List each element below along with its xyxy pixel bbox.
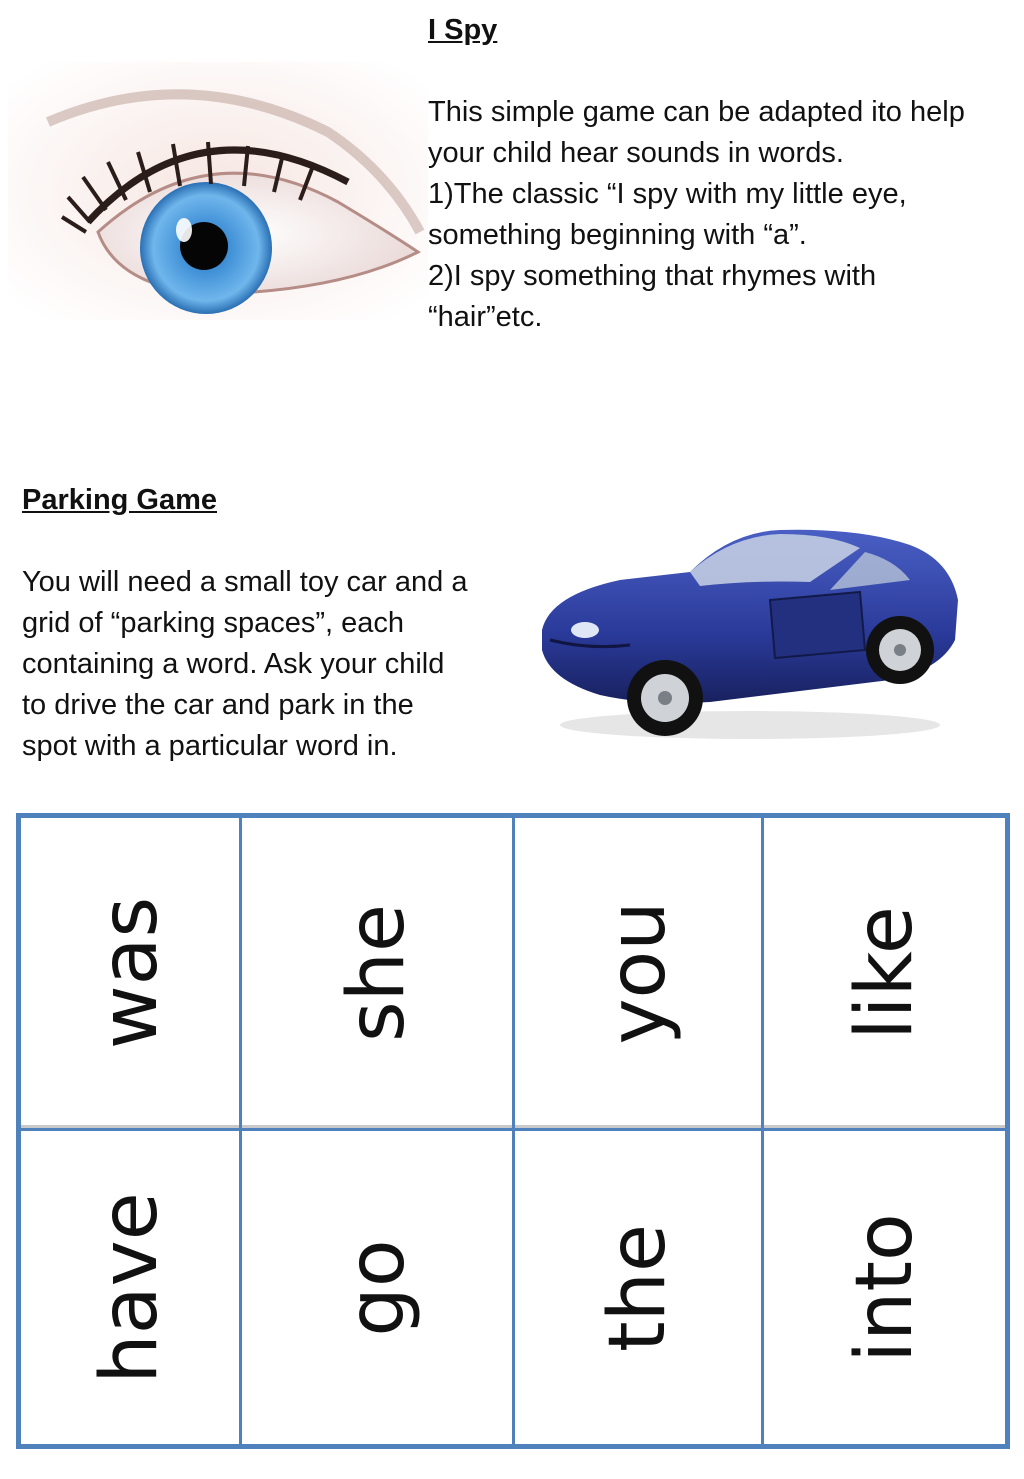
- i-spy-text: [428, 92, 1018, 338]
- parking-game-text: [22, 562, 542, 767]
- i-spy-line: This simple game can be adapted ito help: [428, 96, 965, 128]
- eye-photo: [8, 62, 428, 320]
- parking-space[interactable]: [764, 1131, 1005, 1444]
- i-spy-line: something beginning with “a”.: [428, 219, 807, 251]
- parking-line: You will need a small toy car and a: [22, 566, 468, 598]
- i-spy-section: [428, 10, 1018, 338]
- parking-grid: [16, 813, 1010, 1449]
- parking-game-heading: Parking Game: [22, 484, 218, 516]
- sight-word: have: [85, 1191, 175, 1384]
- i-spy-line: your child hear sounds in words.: [428, 137, 844, 169]
- sight-word: into: [839, 1212, 930, 1363]
- sight-word: was: [85, 896, 175, 1050]
- sight-word: she: [332, 903, 422, 1043]
- i-spy-line: “hair”etc.: [428, 301, 543, 333]
- sight-word: like: [839, 906, 930, 1040]
- parking-space[interactable]: [515, 818, 764, 1131]
- sight-word: you: [593, 901, 683, 1045]
- i-spy-heading: I Spy: [428, 14, 498, 46]
- parking-line: to drive the car and park in the: [22, 689, 414, 721]
- parking-line: spot with a particular word in.: [22, 730, 398, 762]
- parking-space[interactable]: [21, 1131, 242, 1444]
- parking-line: grid of “parking spaces”, each: [22, 607, 405, 639]
- parking-space[interactable]: [242, 1131, 515, 1444]
- parking-line: containing a word. Ask your child: [22, 648, 445, 680]
- sight-word: the: [593, 1223, 683, 1352]
- i-spy-line: 1)The classic “I spy with my little eye,: [428, 178, 907, 210]
- sight-word: go: [332, 1238, 422, 1337]
- parking-space[interactable]: [764, 818, 1005, 1131]
- parking-space[interactable]: [515, 1131, 764, 1444]
- parking-space[interactable]: [242, 818, 515, 1131]
- parking-space[interactable]: [21, 818, 242, 1131]
- i-spy-line: 2)I spy something that rhymes with: [428, 260, 877, 292]
- toy-car-photo: [530, 520, 970, 750]
- parking-game-section: [22, 480, 542, 767]
